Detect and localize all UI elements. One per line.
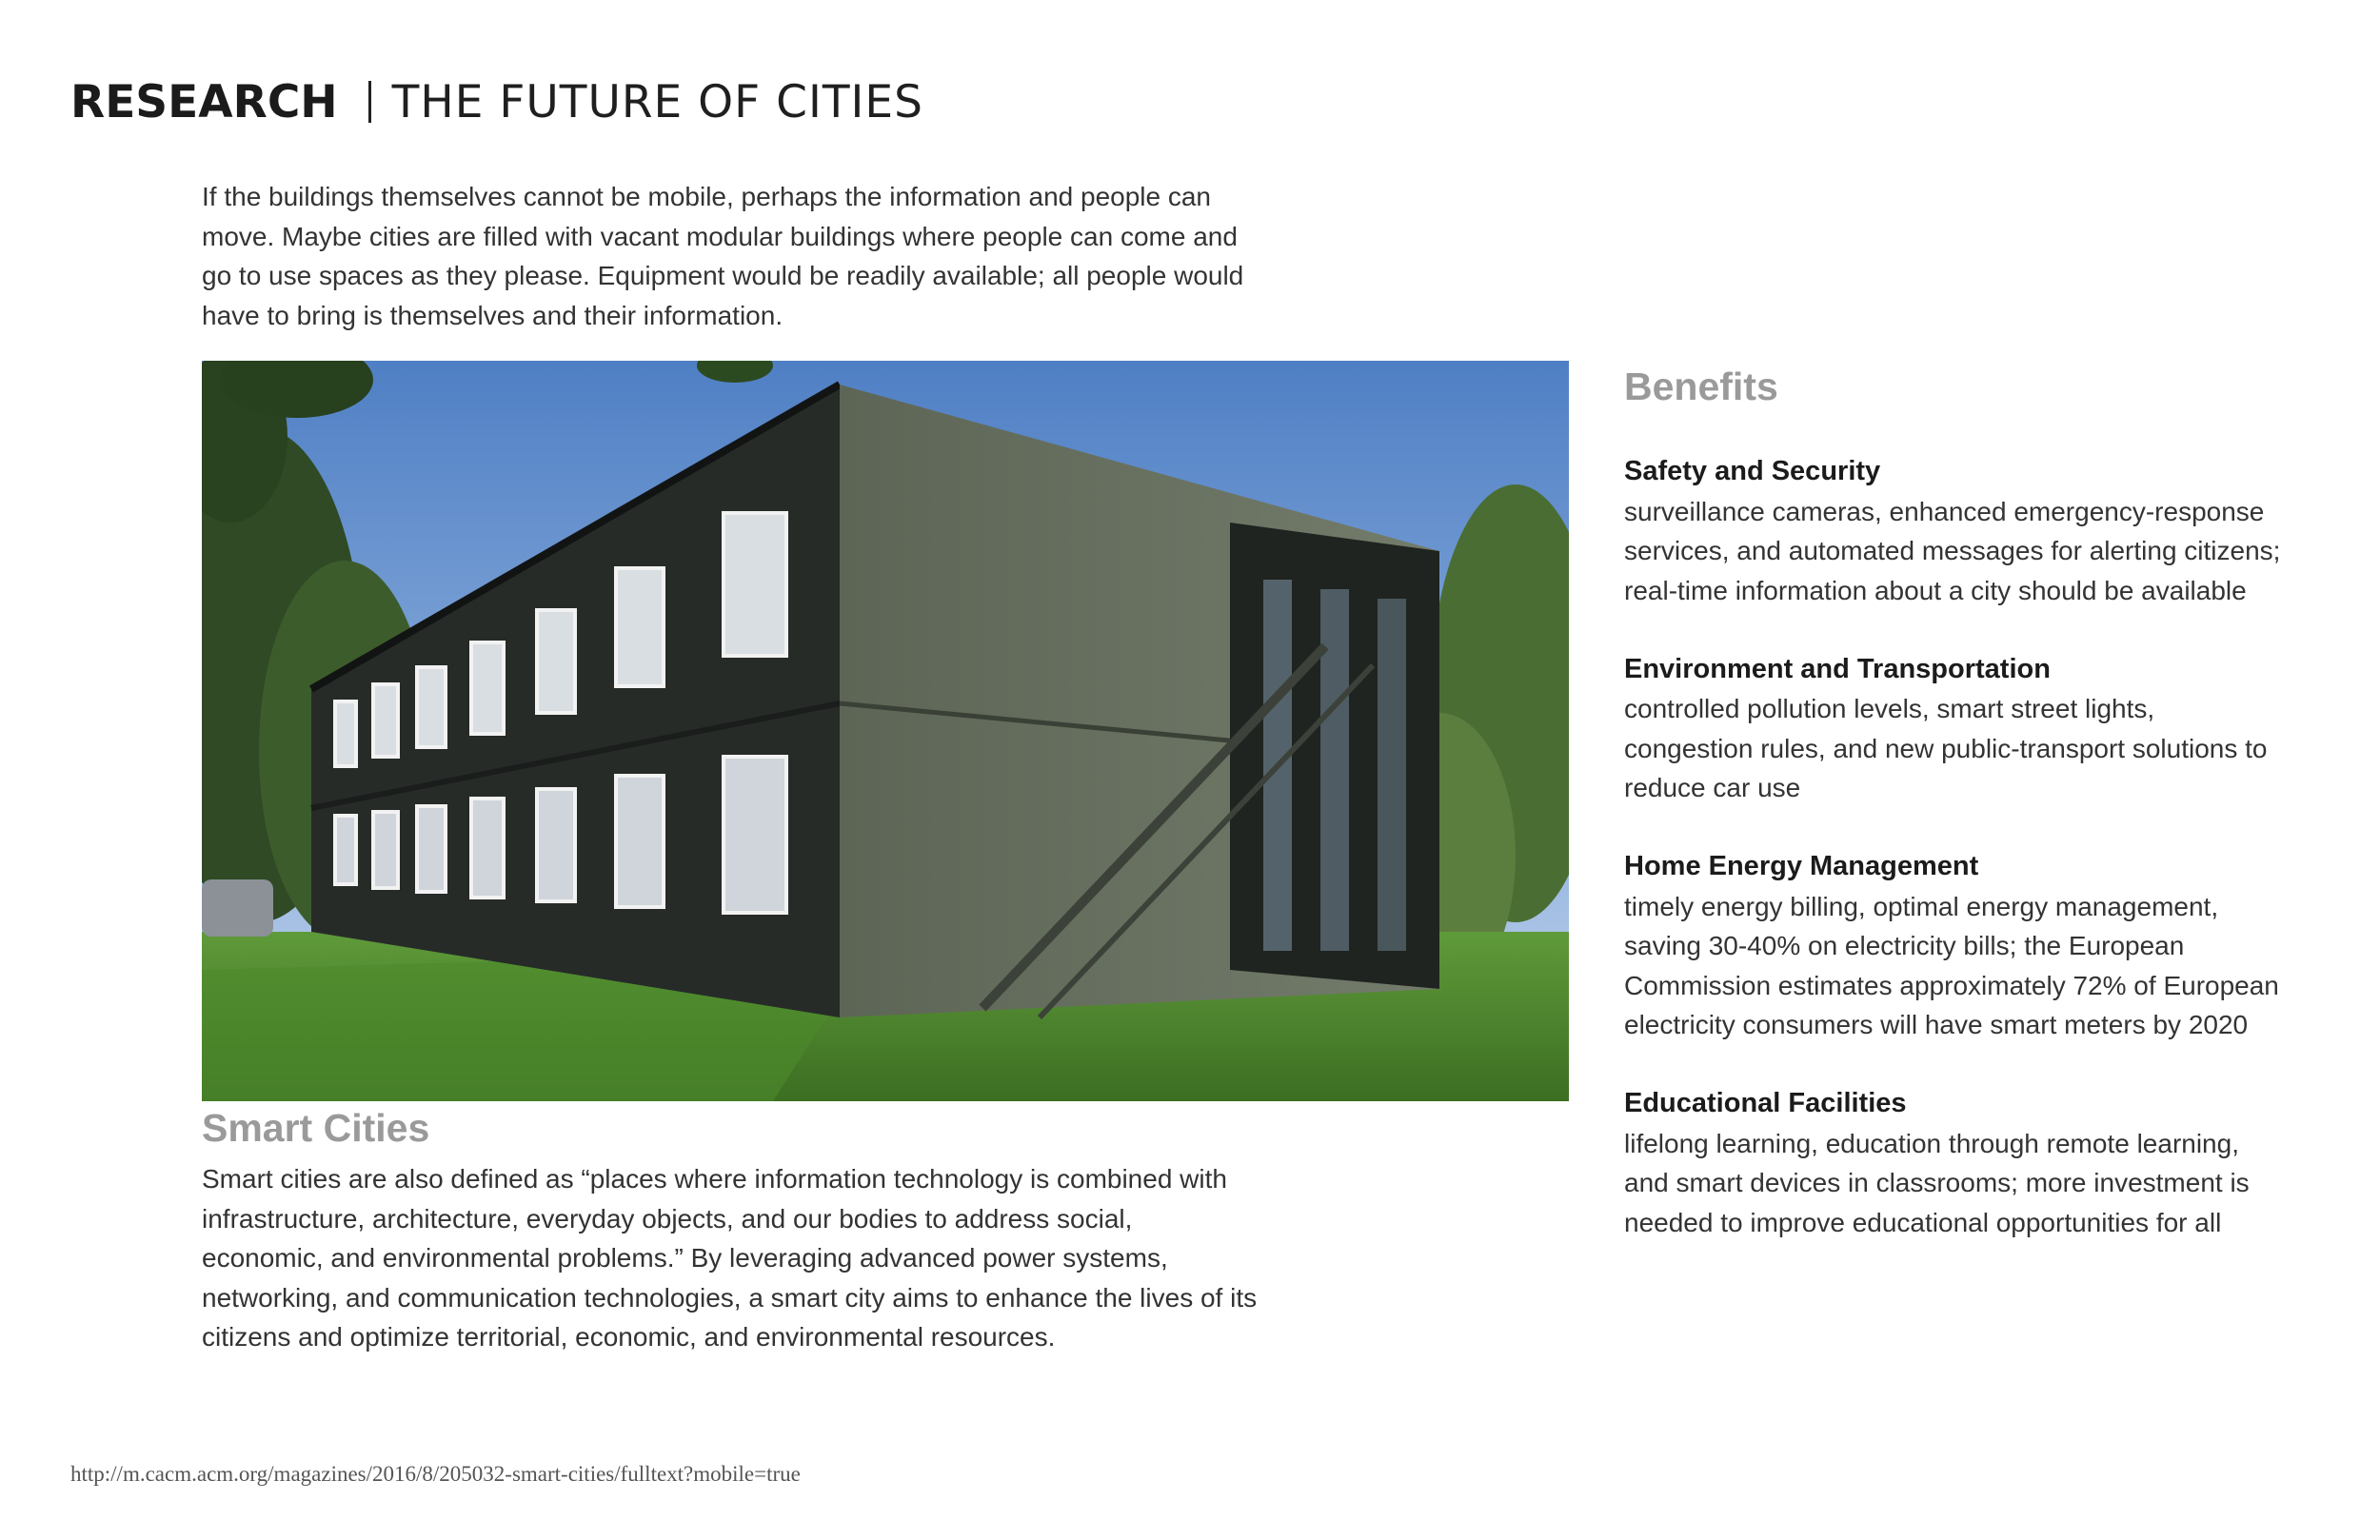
spacer (1624, 1045, 2291, 1085)
intro-paragraph: If the buildings themselves cannot be mobile, perhaps the information and people can move. Maybe cities are filled with vacant modular buildings where people can come and go to use spaces as they please. Equipment would be readily available; all people would have to bring is themselves and their information. (202, 182, 1244, 330)
spacer (1624, 808, 2291, 848)
benefit-title: Home Energy Management (1624, 851, 1979, 881)
benefit-title: Educational Facilities (1624, 1088, 1907, 1118)
benefit-item (1624, 650, 2291, 808)
spacer (1624, 610, 2291, 650)
benefit-title: Safety and Security (1624, 456, 1881, 486)
header-divider (368, 81, 371, 123)
benefit-title: Environment and Transportation (1624, 653, 2051, 684)
source-url: http://m.cacm.acm.org/magazines/2016/8/205032-smart-cities/fulltext?mobile=true (70, 1462, 801, 1486)
benefit-item (1624, 847, 2291, 1045)
section-label: RESEARCH (70, 75, 338, 128)
benefit-description: timely energy billing, optimal energy management, saving 30-40% on electricity bills; the European Commission estimates approximately 72% of European electricity consumers will have smart meters by 2020 (1624, 891, 2279, 1039)
spacer (1624, 413, 2291, 452)
benefit-description: controlled pollution levels, smart street lights, congestion rules, and new public-transport solutions to reduce car use (1624, 694, 2268, 802)
benefits-heading: Benefits (1624, 365, 1778, 408)
smart-cities-heading: Smart Cities (202, 1106, 430, 1150)
page-header (70, 69, 923, 135)
benefit-item (1624, 452, 2291, 610)
smart-cities-body: Smart cities are also defined as “places where information technology is combined with infrastructure, architecture, everyday objects, and our bodies to address social, economic, and environmental problems.” By leveraging advanced power systems, networking, and communication technologies, a smart city aims to enhance the lives of its citizens and optimize territorial, economic, and environmental resources. (202, 1164, 1258, 1352)
benefit-item (1624, 1084, 2291, 1242)
benefit-description: surveillance cameras, enhanced emergency-response services, and automated messages for alerting citizens; real-time information about a city should be available (1624, 496, 2281, 605)
modular-building-photo (202, 361, 1569, 1101)
benefits-section (1624, 360, 2291, 1242)
benefit-description: lifelong learning, education through remote learning, and smart devices in classrooms; more investment is needed to improve educational opportunities for all (1624, 1128, 2250, 1237)
page-title: THE FUTURE OF CITIES (391, 75, 923, 128)
